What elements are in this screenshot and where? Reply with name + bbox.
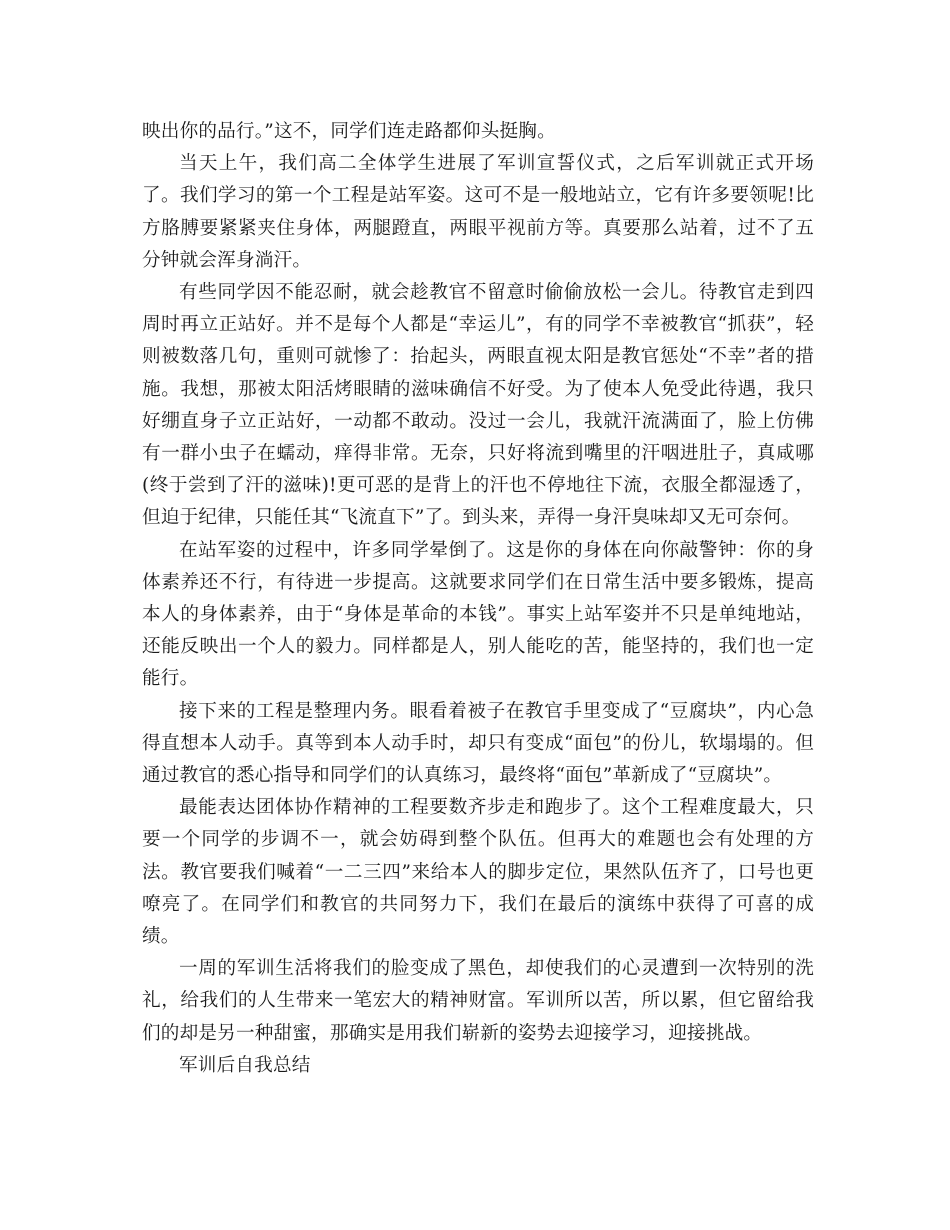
paragraph-ceremony: 当天上午，我们高二全体学生进展了军训宣誓仪式，之后军训就正式开场了。我们学习的第一个工程是站军姿。这可不是一般地站立，它有许多要领呢!比方胳膊要紧紧夹住身体，两腿蹬直，两眼平视前方等。真要那么站着，过不了五分钟就会浑身淌汗。 (142, 153, 814, 271)
paragraph-housekeeping: 接下来的工程是整理内务。眼看着被子在教官手里变成了“豆腐块”，内心急得直想本人动手。真等到本人动手时，却只有变成“面包”的份儿，软塌塌的。但通过教官的悉心指导和同学们的认真练习，最终将“面包”革新成了“豆腐块”。 (142, 700, 814, 787)
paragraph-marching: 最能表达团体协作精神的工程要数齐步走和跑步了。这个工程难度最大，只要一个同学的步调不一，就会妨碍到整个队伍。但再大的难题也会有处理的方法。教官要我们喊着“一二三四”来给本人的脚步定位，果然队伍齐了，口号也更嘹亮了。在同学们和教官的共同努力下，我们在最后的演练中获得了可喜的成绩。 (142, 797, 814, 948)
paragraph-continuation: 映出你的品行。”这不，同学们连走路都仰头挺胸。 (142, 121, 556, 142)
paragraph-standing-posture: 有些同学因不能忍耐，就会趁教官不留意时偷偷放松一会儿。待教官走到四周时再立正站好。并不是每个人都是“幸运儿”，有的同学不幸被教官“抓获”，轻则被数落几句，重则可就惨了：抬起头，两眼直视太阳是教官惩处“不幸”者的措施。我想，那被太阳活烤眼睛的滋味确信不好受。为了使本人免受此待遇，我只好绷直身子立正站好，一动都不敢动。没过一会儿，我就汗流满面了，脸上仿佛有一群小虫子在蠕动，痒得非常。无奈，只好将流到嘴里的汗咽进肚子，真咸哪(终于尝到了汗的滋味)!更可恶的是背上的汗也不停地往下流，衣服全都湿透了，但迫于纪律，只能任其“飞流直下”了。到头来，弄得一身汗臭味却又无可奈何。 (142, 282, 814, 529)
section-heading: 军训后自我总结 (179, 1054, 311, 1076)
paragraph-conclusion: 一周的军训生活将我们的脸变成了黑色，却使我们的心灵遭到一次特别的洗礼，给我们的人生带来一笔宏大的精神财富。军训所以苦，所以累，但它留给我们的却是另一种甜蜜，那确实是用我们崭新的姿势去迎接学习，迎接挑战。 (142, 958, 814, 1044)
document-body (142, 116, 814, 1082)
paragraph-fainting: 在站军姿的过程中，许多同学晕倒了。这是你的身体在向你敲警钟：你的身体素养还不行，有待进一步提高。这就要求同学们在日常生活中要多锻炼，提高本人的身体素养，由于“身体是革命的本钱”。事实上站军姿并不只是单纯地站，还能反映出一个人的毅力。同样都是人，别人能吃的苦，能坚持的，我们也一定能行。 (142, 539, 814, 690)
